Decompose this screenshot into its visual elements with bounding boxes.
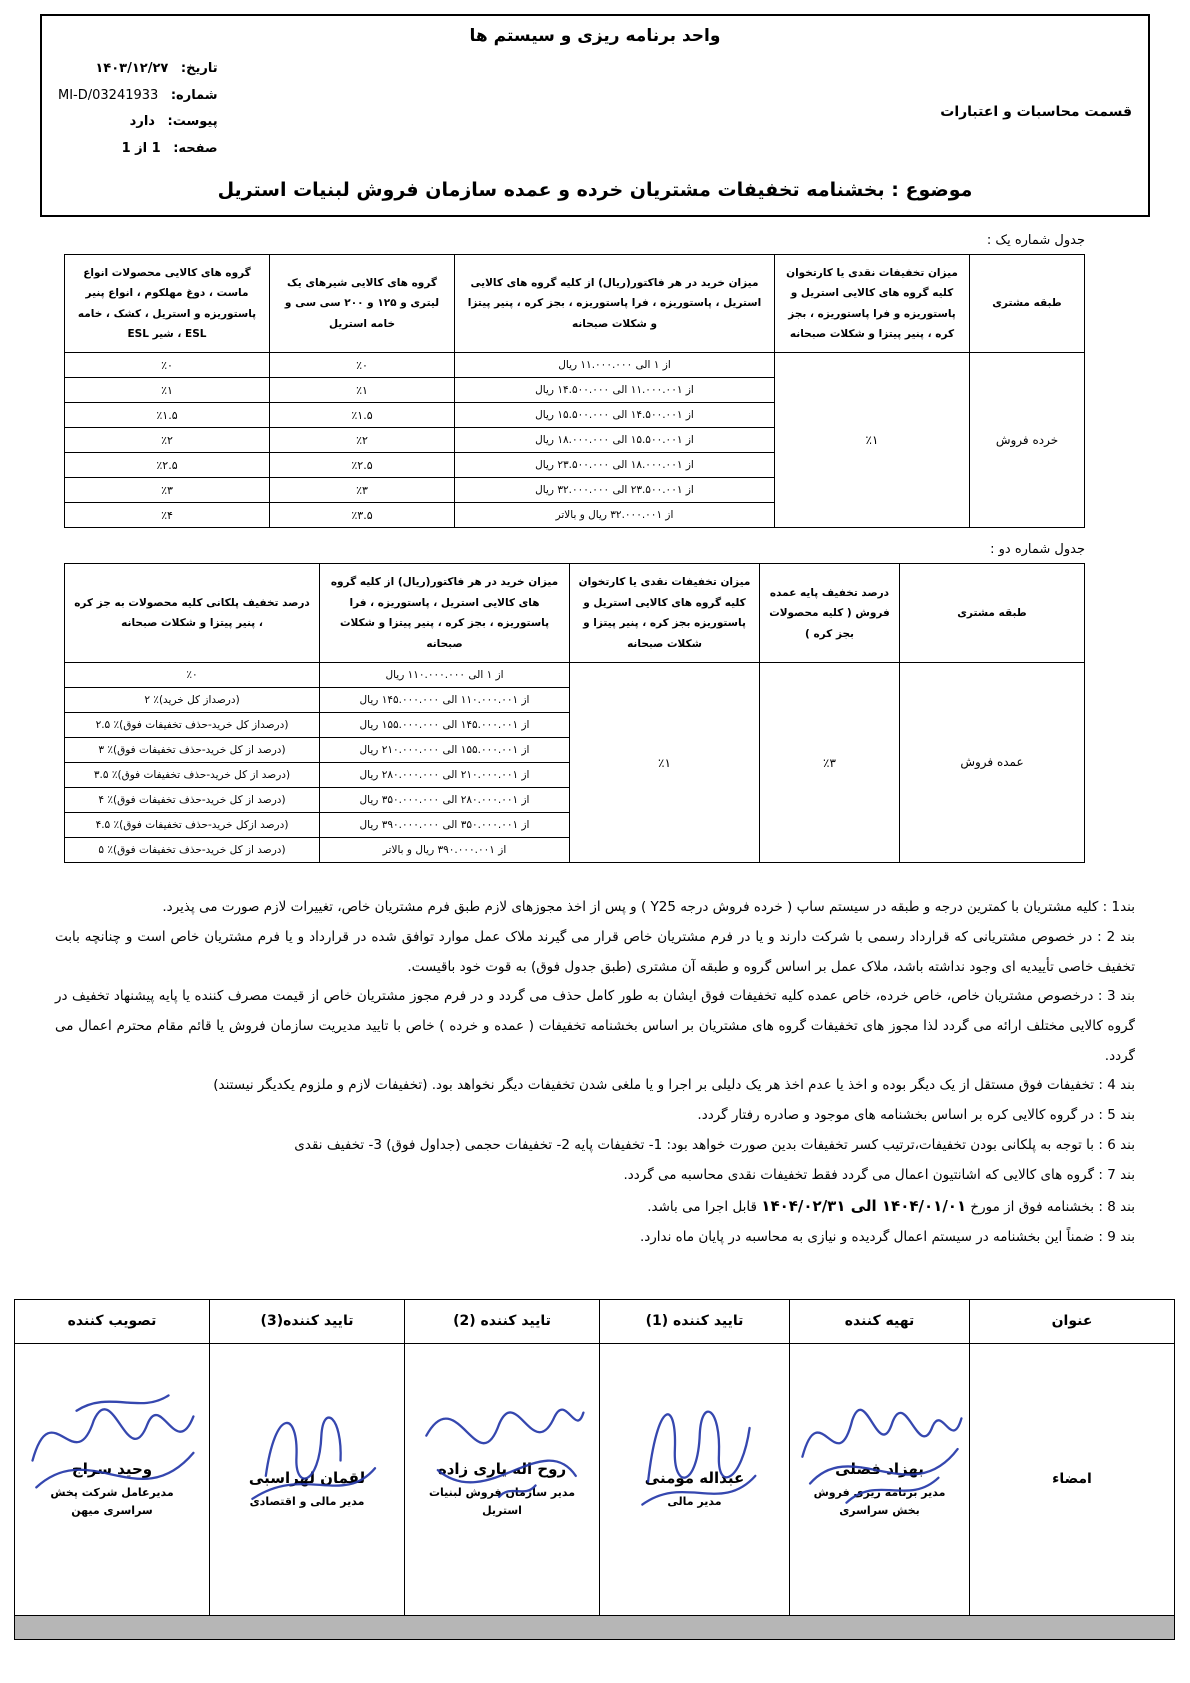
- table-row: [65, 353, 1085, 378]
- col-header-preparer: تهیه کننده: [790, 1299, 970, 1343]
- signer-name: لقمان لهراسبی: [248, 1469, 366, 1488]
- page-label: صفحه:: [173, 140, 218, 156]
- approval-table: [14, 1299, 1175, 1640]
- dairy-discount: ٪۱.۵: [65, 403, 270, 428]
- stepped-discount: ۴.۵ ٪(درصد ازکل خرید-حذف تخفیفات فوق): [65, 813, 320, 838]
- stepped-discount: ۲.۵ ٪(درصداز کل خرید-حذف تخفیفات فوق): [65, 713, 320, 738]
- signer-name: روح اله یاری زاده: [437, 1459, 567, 1478]
- attachment-value: دارد: [129, 114, 155, 130]
- number-label: شماره:: [170, 87, 218, 103]
- signature-cell-approver-2: [405, 1343, 600, 1615]
- stepped-discount: ٪۰: [65, 663, 320, 688]
- wholesale-discount-table: [64, 563, 1085, 863]
- footer-bar-row: [15, 1615, 1175, 1639]
- signer-role: مدیر سازمان فروش لبنیات استریل: [428, 1485, 576, 1518]
- col-header-invoice-purchase: میزان خرید در هر فاکتور(ریال) از کلیه گروه های کالایی استریل ، پاستوریزه ، فرا پاستوریزه ، بجز کره ، پنیر پیتزا و شکلات صبحانه: [455, 254, 775, 353]
- dairy-discount: ٪۲: [65, 428, 270, 453]
- col-header-base-discount: درصد تخفیف پایه عمده فروش ( کلیه محصولات بجز کره ): [760, 564, 900, 663]
- milk-discount: ٪۱.۵: [270, 403, 455, 428]
- letterhead-middle: [58, 56, 1132, 163]
- purchase-band: از ۲۱۰.۰۰۰.۰۰۱ الی ۲۸۰.۰۰۰.۰۰۰ ریال: [320, 763, 570, 788]
- clause-7: بند 7 : گروه های کالایی که اشانتیون اعمال می گردد فقط تخفیفات نقدی محاسبه می گردد.: [623, 1166, 1135, 1183]
- attachment-label: پیوست:: [167, 114, 218, 130]
- col-header-title: عنوان: [970, 1299, 1175, 1343]
- purchase-band: از ۱۵.۵۰۰.۰۰۱ الی ۱۸.۰۰۰.۰۰۰ ریال: [455, 428, 775, 453]
- stepped-discount: ۳ ٪(درصد از کل خرید-حذف تخفیفات فوق): [65, 738, 320, 763]
- dairy-discount: ٪۴: [65, 503, 270, 528]
- purchase-band: از ۱۵۵.۰۰۰.۰۰۱ الی ۲۱۰.۰۰۰.۰۰۰ ریال: [320, 738, 570, 763]
- table2-header-row: [65, 564, 1085, 663]
- purchase-band: از ۱۸.۰۰۰.۰۰۱ الی ۲۳.۵۰۰.۰۰۰ ریال: [455, 453, 775, 478]
- dairy-discount: ٪۰: [65, 353, 270, 378]
- purchase-band: از ۳۲.۰۰۰.۰۰۱ ریال و بالاتر: [455, 503, 775, 528]
- stepped-discount: ۲ ٪(درصداز کل خرید): [65, 688, 320, 713]
- effective-dates: ۱۴۰۴/۰۱/۰۱ الی ۱۴۰۴/۰۲/۳۱: [761, 1197, 967, 1216]
- purchase-band: از ۱۱۰.۰۰۰.۰۰۱ الی ۱۴۵.۰۰۰.۰۰۰ ریال: [320, 688, 570, 713]
- clause-6: بند 6 : با توجه به پلکانی بودن تخفیفات،ترتیب کسر تخفیفات بدین صورت خواهد بود: 1- تخفیفات پایه 2- تخفیفات حجمی (جداول فوق) 3- تخفیف نقدی: [294, 1136, 1135, 1153]
- purchase-band: از ۲۸۰.۰۰۰.۰۰۱ الی ۳۵۰.۰۰۰.۰۰۰ ریال: [320, 788, 570, 813]
- milk-discount: ٪۲.۵: [270, 453, 455, 478]
- col-header-cash-discount: میزان تخفیفات نقدی یا کارتخوان کلیه گروه های کالایی استریل و پاستوریزه بجز کره ، پنیر پیتزا و شکلات صبحانه: [570, 564, 760, 663]
- clause-3: بند 3 : درخصوص مشتریان خاص، خاص خرده، خاص عمده کلیه تخفیفات فوق ایشان به طور کامل حذف می گردد و در فرم مجوز مشتریان خاص از قیمت مصرف کننده یا پایه پیشنهاد تخفیف در گروه کالایی مختلف ارائه می گردد لذا مجوز های تخفیفات گروه های مشتریان بر اساس بخشنامه تخفیفات ( عمده و خرده ) خاص با تایید مدیریت سازمان فروش یا قائم مقام محترم اعمال می گردد.: [55, 988, 1135, 1064]
- signature-row: [15, 1343, 1175, 1615]
- milk-discount: ٪۳.۵: [270, 503, 455, 528]
- clause-8-text: بند 8 : بخشنامه فوق از مورخ: [966, 1199, 1135, 1216]
- purchase-band: از ۱ الی ۱۱.۰۰۰.۰۰۰ ریال: [455, 353, 775, 378]
- milk-discount: ٪۰: [270, 353, 455, 378]
- approval-section: [15, 1299, 1175, 1640]
- clause-5: بند 5 : در گروه کالایی کره بر اساس بخشنامه های موجود و صادره رفتار گردد.: [697, 1107, 1135, 1124]
- subject-line: موضوع : بخشنامه تخفیفات مشتریان خرده و عمده سازمان فروش لبنیات استریل: [217, 178, 973, 201]
- signature-cell-approver-1: [600, 1343, 790, 1615]
- stepped-discount: ۵ ٪(درصد از کل خرید-حذف تخفیفات فوق): [65, 838, 320, 863]
- col-header-stepped-discount: درصد تخفیف پلکانی کلیه محصولات به جز کره ، پنیر پیتزا و شکلات صبحانه: [65, 564, 320, 663]
- clause-9: بند 9 : ضمناً این بخشنامه در سیستم اعمال گردیده و نیازی به محاسبه در پایان ماه ندارد.: [639, 1229, 1135, 1246]
- signer-role: مدیر برنامه ریزی فروش بخش سراسری: [813, 1485, 946, 1518]
- unit-title: واحد برنامه ریزی و سیستم ها: [469, 26, 721, 46]
- approval-header-row: [15, 1299, 1175, 1343]
- purchase-band: از ۳۹۰.۰۰۰.۰۰۱ ریال و بالاتر: [320, 838, 570, 863]
- clause-8-text: قابل اجرا می باشد.: [647, 1199, 762, 1216]
- customer-class-value: عمده فروش: [900, 663, 1085, 863]
- letterhead-meta: [58, 56, 218, 163]
- stepped-discount: ۴ ٪(درصد از کل خرید-حذف تخفیفات فوق): [65, 788, 320, 813]
- col-header-customer-class: طبقه مشتری: [900, 564, 1085, 663]
- col-header-customer-class: طبقه مشتری: [970, 254, 1085, 353]
- col-header-dairy-group: گروه های کالایی محصولات انواع ماست ، دوغ مهلکوم ، انواع پنیر پاستوریزه و استریل ، کشک ، خامه ESL ، شیر ESL: [65, 254, 270, 353]
- date-value: ۱۴۰۳/۱۲/۲۷: [95, 61, 169, 76]
- signature-cell-final-approver: [15, 1343, 210, 1615]
- retail-discount-table: [64, 254, 1085, 529]
- col-header-invoice-purchase: میزان خرید در هر فاکتور(ریال) از کلیه گروه های کالایی استریل ، پاستوریزه ، فرا پاستوریزه ، بجز کره ، پنیر پیتزا و شکلات صبحانه: [320, 564, 570, 663]
- purchase-band: از ۱۱.۰۰۰.۰۰۱ الی ۱۴.۵۰۰.۰۰۰ ریال: [455, 378, 775, 403]
- signer-name: بهزاد فضلی: [835, 1459, 924, 1478]
- col-header-final-approver: تصویب کننده: [15, 1299, 210, 1343]
- meta-page-row: [58, 136, 218, 163]
- footer-bar: [15, 1615, 1175, 1639]
- clause-2: بند 2 : در خصوص مشتریانی که قرارداد رسمی با شرکت دارند و یا در فرم مشتریان خاص قرار می گیرند ملاک عمل موارد توافق شده در قرارداد و یا فرم مشتریان خاص است و چنانچه بابت تخفیف خاصی تأییدیه ای وجود نداشته باشد، ملاک عمل بر اساس گروه و طبقه آن مشتری (طبق جدول فوق) به قوت خود باقیست.: [55, 929, 1135, 975]
- purchase-band: از ۱۴۵.۰۰۰.۰۰۱ الی ۱۵۵.۰۰۰.۰۰۰ ریال: [320, 713, 570, 738]
- signature-cell-preparer: [790, 1343, 970, 1615]
- purchase-band: از ۱ الی ۱۱۰.۰۰۰.۰۰۰ ریال: [320, 663, 570, 688]
- milk-discount: ٪۲: [270, 428, 455, 453]
- table2-caption: جدول شماره دو :: [990, 542, 1085, 558]
- signer-role: مدیرعامل شرکت پخش سراسری میهن: [50, 1485, 174, 1518]
- milk-discount: ٪۳: [270, 478, 455, 503]
- signature-label: امضاء: [970, 1343, 1175, 1615]
- department-title: قسمت محاسبات و اعتبارات: [940, 104, 1132, 120]
- signer-name: عبداله مومنی: [644, 1469, 745, 1488]
- meta-attachment-row: [58, 109, 218, 136]
- table1-caption: جدول شماره یک :: [986, 232, 1085, 248]
- stepped-discount: ۳.۵ ٪(درصد از کل خرید-حذف تخفیفات فوق): [65, 763, 320, 788]
- col-header-cash-discount: میزان تخفیفات نقدی یا کارتخوان کلیه گروه های کالایی استریل و پاستوریزه و فرا پاستوریزه ، بجز کره ، پنیر پیتزا و شکلات صبحانه: [775, 254, 970, 353]
- col-header-approver-1: تایید کننده (1): [600, 1299, 790, 1343]
- cash-discount-value: ٪۱: [775, 353, 970, 528]
- date-label: تاریخ:: [180, 61, 218, 76]
- number-value: MI-D/03241933: [58, 87, 159, 103]
- purchase-band: از ۱۴.۵۰۰.۰۰۱ الی ۱۵.۵۰۰.۰۰۰ ریال: [455, 403, 775, 428]
- meta-date-row: [58, 56, 218, 83]
- dairy-discount: ٪۱: [65, 378, 270, 403]
- customer-class-value: خرده فروش: [970, 353, 1085, 528]
- table-row: [65, 663, 1085, 688]
- dairy-discount: ٪۳: [65, 478, 270, 503]
- clause-4: بند 4 : تخفیفات فوق مستقل از یک دیگر بوده و اخذ یا عدم اخذ هر یک دلیلی بر اجرا و یا ملغی شدن تخفیفات دیگر نخواهد بود. (تخفیفات لازم و ملزوم یکدیگر نیستند): [213, 1077, 1135, 1094]
- col-header-approver-2: تایید کننده (2): [405, 1299, 600, 1343]
- signature-cell-approver-3: [210, 1343, 405, 1615]
- cash-discount-value: ٪۱: [570, 663, 760, 863]
- clause-1: بند1 : کلیه مشتریان با کمترین درجه و طبقه در سیستم ساپ ( خرده فروش درجه Y25 ) و پس از اخذ مجوزهای لازم طبق فرم مشتریان خاص، تغییرات لازم صورت می پذیرد.: [162, 899, 1135, 916]
- letterhead: [40, 14, 1150, 217]
- meta-number-row: [58, 83, 218, 110]
- clauses-section: [55, 893, 1135, 1253]
- col-header-approver-3: تایید کننده(3): [210, 1299, 405, 1343]
- page-value: 1 از 1: [121, 140, 161, 156]
- milk-discount: ٪۱: [270, 378, 455, 403]
- purchase-band: از ۳۵۰.۰۰۰.۰۰۱ الی ۳۹۰.۰۰۰.۰۰۰ ریال: [320, 813, 570, 838]
- table1-header-row: [65, 254, 1085, 353]
- signer-role: مدیر مالی و اقتصادی: [249, 1495, 365, 1509]
- base-discount-value: ٪۳: [760, 663, 900, 863]
- dairy-discount: ٪۲.۵: [65, 453, 270, 478]
- col-header-milk-group: گروه های کالایی شیرهای یک لیتری و ۱۲۵ و ۲۰۰ سی سی و خامه استریل: [270, 254, 455, 353]
- signer-name: وحید سراج: [71, 1459, 153, 1478]
- clause-8: [55, 1190, 1135, 1223]
- signer-role: مدیر مالی: [667, 1495, 722, 1509]
- purchase-band: از ۲۳.۵۰۰.۰۰۱ الی ۳۲.۰۰۰.۰۰۰ ریال: [455, 478, 775, 503]
